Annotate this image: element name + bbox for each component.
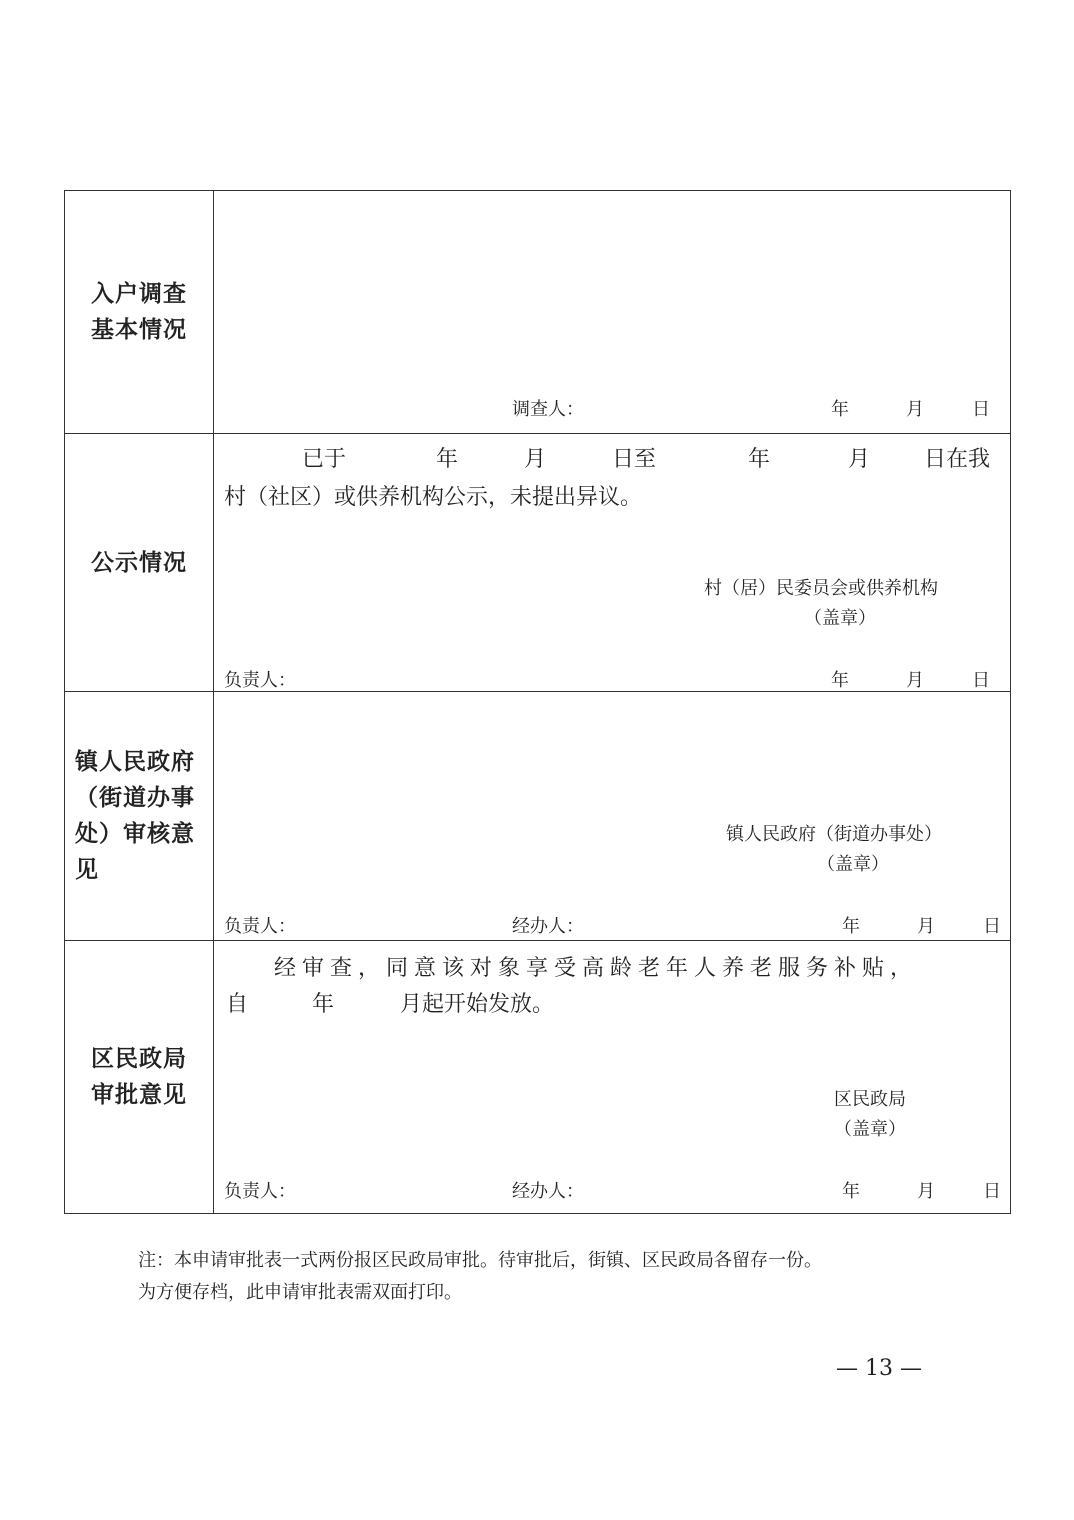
publicity-responsible-label: 负责人： [224,670,296,691]
district-responsible-label: 负责人： [224,1181,296,1202]
survey-content-cell[interactable] [214,191,1011,434]
publicity-day: 日 [972,670,990,691]
district-handler-label: 经办人： [512,1181,584,1202]
district-label-cell [65,941,214,1214]
publicity-year2: 年 [748,447,771,472]
town-stamp-org: 镇人民政府（街道办事处） [726,824,942,845]
town-month: 月 [917,916,935,937]
survey-label-line2: 基本情况 [91,317,187,343]
district-from-month-text: 月起开始发放。 [400,992,555,1017]
publicity-day-in: 日在我 [924,447,991,472]
page-number: — 13 — [836,1356,922,1381]
publicity-date-prefix: 已于 [302,447,347,472]
district-from-year: 年 [312,992,335,1017]
survey-label-line1: 入户调查 [91,281,187,307]
district-day: 日 [983,1181,1001,1202]
approval-form-table [64,190,1011,1214]
district-label-line2: 审批意见 [91,1082,187,1108]
district-stamp: （盖章） [834,1119,906,1140]
publicity-month1: 月 [524,447,547,472]
publicity-label-text: 公示情况 [91,549,187,576]
publicity-stamp: （盖章） [804,608,876,629]
district-label [65,1041,213,1113]
investigator-label: 调查人： [512,399,584,420]
publicity-stamp-org: 村（居）民委员会或供养机构 [704,578,938,599]
town-label-line1: 镇人民政府 [75,749,195,775]
town-stamp: （盖章） [817,854,889,875]
district-stamp-org: 区民政局 [834,1089,906,1110]
town-content-cell[interactable] [214,692,1011,941]
footnote [138,1245,822,1309]
survey-day: 日 [972,399,990,420]
publicity-row [65,434,1011,692]
survey-month: 月 [906,399,924,420]
district-year: 年 [842,1181,860,1202]
town-row [65,692,1011,941]
footnote-line1: 注：本申请审批表一式两份报区民政局审批。待审批后，街镇、区民政局各留存一份。 [138,1250,822,1271]
publicity-day-to: 日至 [612,447,657,472]
district-row [65,941,1011,1214]
survey-label [65,276,213,348]
district-content-cell[interactable] [214,941,1011,1214]
town-label-line3: 处）审核意 [75,821,195,847]
publicity-label-cell [65,434,214,692]
publicity-year: 年 [831,670,849,691]
survey-label-cell [65,191,214,434]
town-day: 日 [983,916,1001,937]
town-label-line2: （街道办事 [75,785,195,811]
footnote-line2: 为方便存档，此申请审批表需双面打印。 [138,1282,462,1303]
publicity-content-cell[interactable] [214,434,1011,692]
town-handler-label: 经办人： [512,916,584,937]
publicity-label [65,545,213,581]
publicity-line2: 村（社区）或供养机构公示，未提出异议。 [224,485,643,510]
town-year: 年 [842,916,860,937]
town-label-cell [65,692,214,941]
district-month: 月 [917,1181,935,1202]
survey-year: 年 [831,399,849,420]
district-opinion-line1: 经审查，同意该对象享受高龄老年人养老服务补贴， [274,956,919,981]
publicity-month2: 月 [848,447,871,472]
town-responsible-label: 负责人： [224,916,296,937]
survey-row [65,191,1011,434]
publicity-month: 月 [906,670,924,691]
district-from-label: 自 [226,992,249,1017]
district-label-line1: 区民政局 [91,1046,187,1072]
town-label-line4: 见 [75,857,99,883]
publicity-year1: 年 [436,447,459,472]
town-label [65,744,213,888]
